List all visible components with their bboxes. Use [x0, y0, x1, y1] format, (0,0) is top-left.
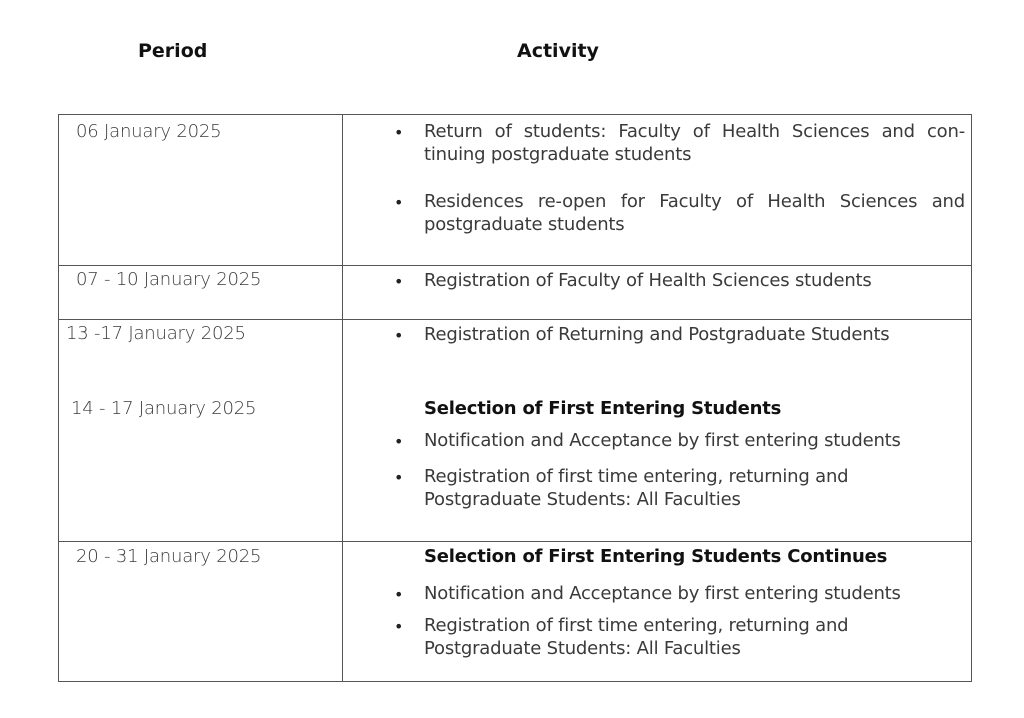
bullet-icon: •	[394, 326, 404, 345]
activity-item: Return of students: Faculty of Health Sciences and con-tinuing postgraduate students	[424, 121, 965, 165]
bullet-icon: •	[394, 123, 404, 142]
row-period: 20 - 31 January 2025	[76, 546, 262, 567]
bullet-icon: •	[394, 468, 404, 487]
row-period: 06 January 2025	[76, 121, 222, 142]
row-divider	[59, 319, 971, 320]
row-divider	[59, 265, 971, 266]
row-divider	[59, 541, 971, 542]
bullet-icon: •	[394, 193, 404, 212]
period-column-header: Period	[138, 40, 208, 62]
column-divider	[342, 115, 343, 681]
schedule-table	[58, 114, 972, 682]
activity-item: Registration of Faculty of Health Sciences students	[424, 270, 872, 291]
bullet-icon: •	[394, 617, 404, 636]
row-sub-period: 14 - 17 January 2025	[71, 398, 257, 419]
activity-item: Notification and Acceptance by first entering students	[424, 583, 901, 604]
activity-item: Registration of first time entering, returning and Postgraduate Students: All Faculties	[424, 615, 849, 659]
activity-column-header: Activity	[517, 40, 599, 62]
section-heading: Selection of First Entering Students	[424, 398, 782, 419]
activity-item: Residences re-open for Faculty of Health Sciences and postgraduate students	[424, 191, 965, 235]
bullet-icon: •	[394, 272, 404, 291]
row-period: 07 - 10 January 2025	[76, 269, 262, 290]
activity-item: Registration of first time entering, returning and Postgraduate Students: All Faculties	[424, 466, 849, 510]
row-period: 13 -17 January 2025	[66, 323, 246, 344]
activity-item: Notification and Acceptance by first entering students	[424, 430, 901, 451]
section-heading: Selection of First Entering Students Continues	[424, 546, 888, 567]
bullet-icon: •	[394, 432, 404, 451]
bullet-icon: •	[394, 585, 404, 604]
activity-item: Registration of Returning and Postgraduate Students	[424, 324, 890, 345]
